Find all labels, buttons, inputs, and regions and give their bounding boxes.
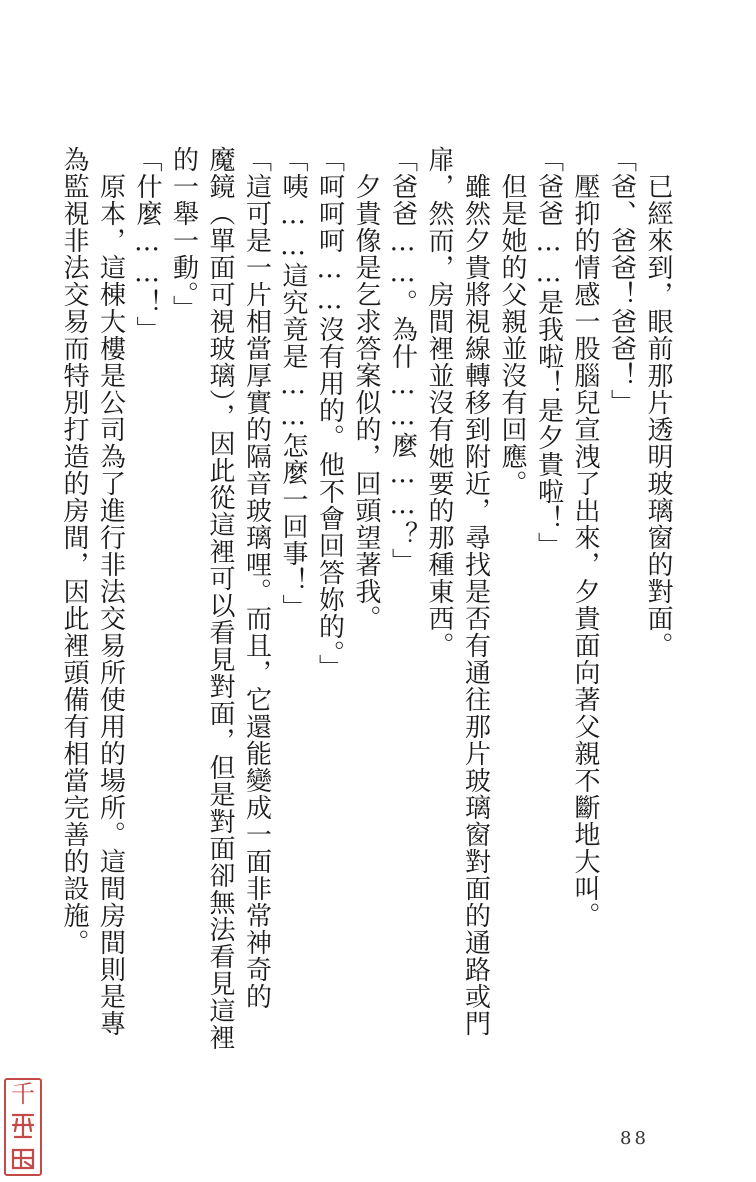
text-column: 夕貴像是乞求答案似的，回頭望著我。 [351, 146, 381, 632]
seal-glyph: 千 [11, 1080, 35, 1109]
seal-mark-icon [9, 1146, 37, 1172]
vertical-text-body [56, 146, 677, 1086]
publisher-seal-logo [4, 1078, 42, 1176]
text-column: 「爸爸……是我啦！是夕貴啦！」 [533, 146, 564, 559]
page-number: 88 [620, 1128, 649, 1149]
text-column: 但是她的父親並沒有回應。 [497, 146, 527, 497]
text-column: 雖然夕貴將視線轉移到附近，尋找是否有通往那片玻璃窗對面的通路或門 [460, 146, 491, 1037]
text-column: 「什麼……！」 [132, 146, 162, 343]
text-column: 原本，這棟大樓是公司為了進行非法交易所使用的場所。這間房間則是專 [95, 146, 126, 1037]
text-column: 已經來到，眼前那片透明玻璃窗的對面。 [643, 146, 673, 659]
text-column: 「爸、爸爸！爸爸！」 [606, 146, 637, 416]
text-column: 「呵呵呵……沒有用的。他不會回答妳的。」 [314, 146, 345, 681]
text-column: 扉，然而，房間裡並沒有她要的那種東西。 [424, 146, 454, 659]
text-column: 的一舉一動。」 [168, 146, 199, 322]
text-column: 「爸爸……。為什……麼……？」 [387, 146, 418, 575]
seal-mark-icon [9, 1111, 37, 1141]
text-column: 壓抑的情感一股腦兒宣洩了出來，夕貴面向著父親不斷地大叫。 [570, 146, 600, 929]
text-column: 為監視非法交易而特別打造的房間，因此裡頭備有相當完善的設施。 [59, 146, 89, 956]
text-column: 魔鏡（單面可視玻璃），因此從這裡可以看見對面，但是對面卻無法看見這裡 [205, 146, 235, 1051]
text-column: 「這可是一片相當厚實的隔音玻璃哩。而且，它還能變成一面非常神奇的 [241, 146, 272, 1010]
text-column: 「咦……這究竟是……怎麼一回事！」 [278, 146, 308, 621]
